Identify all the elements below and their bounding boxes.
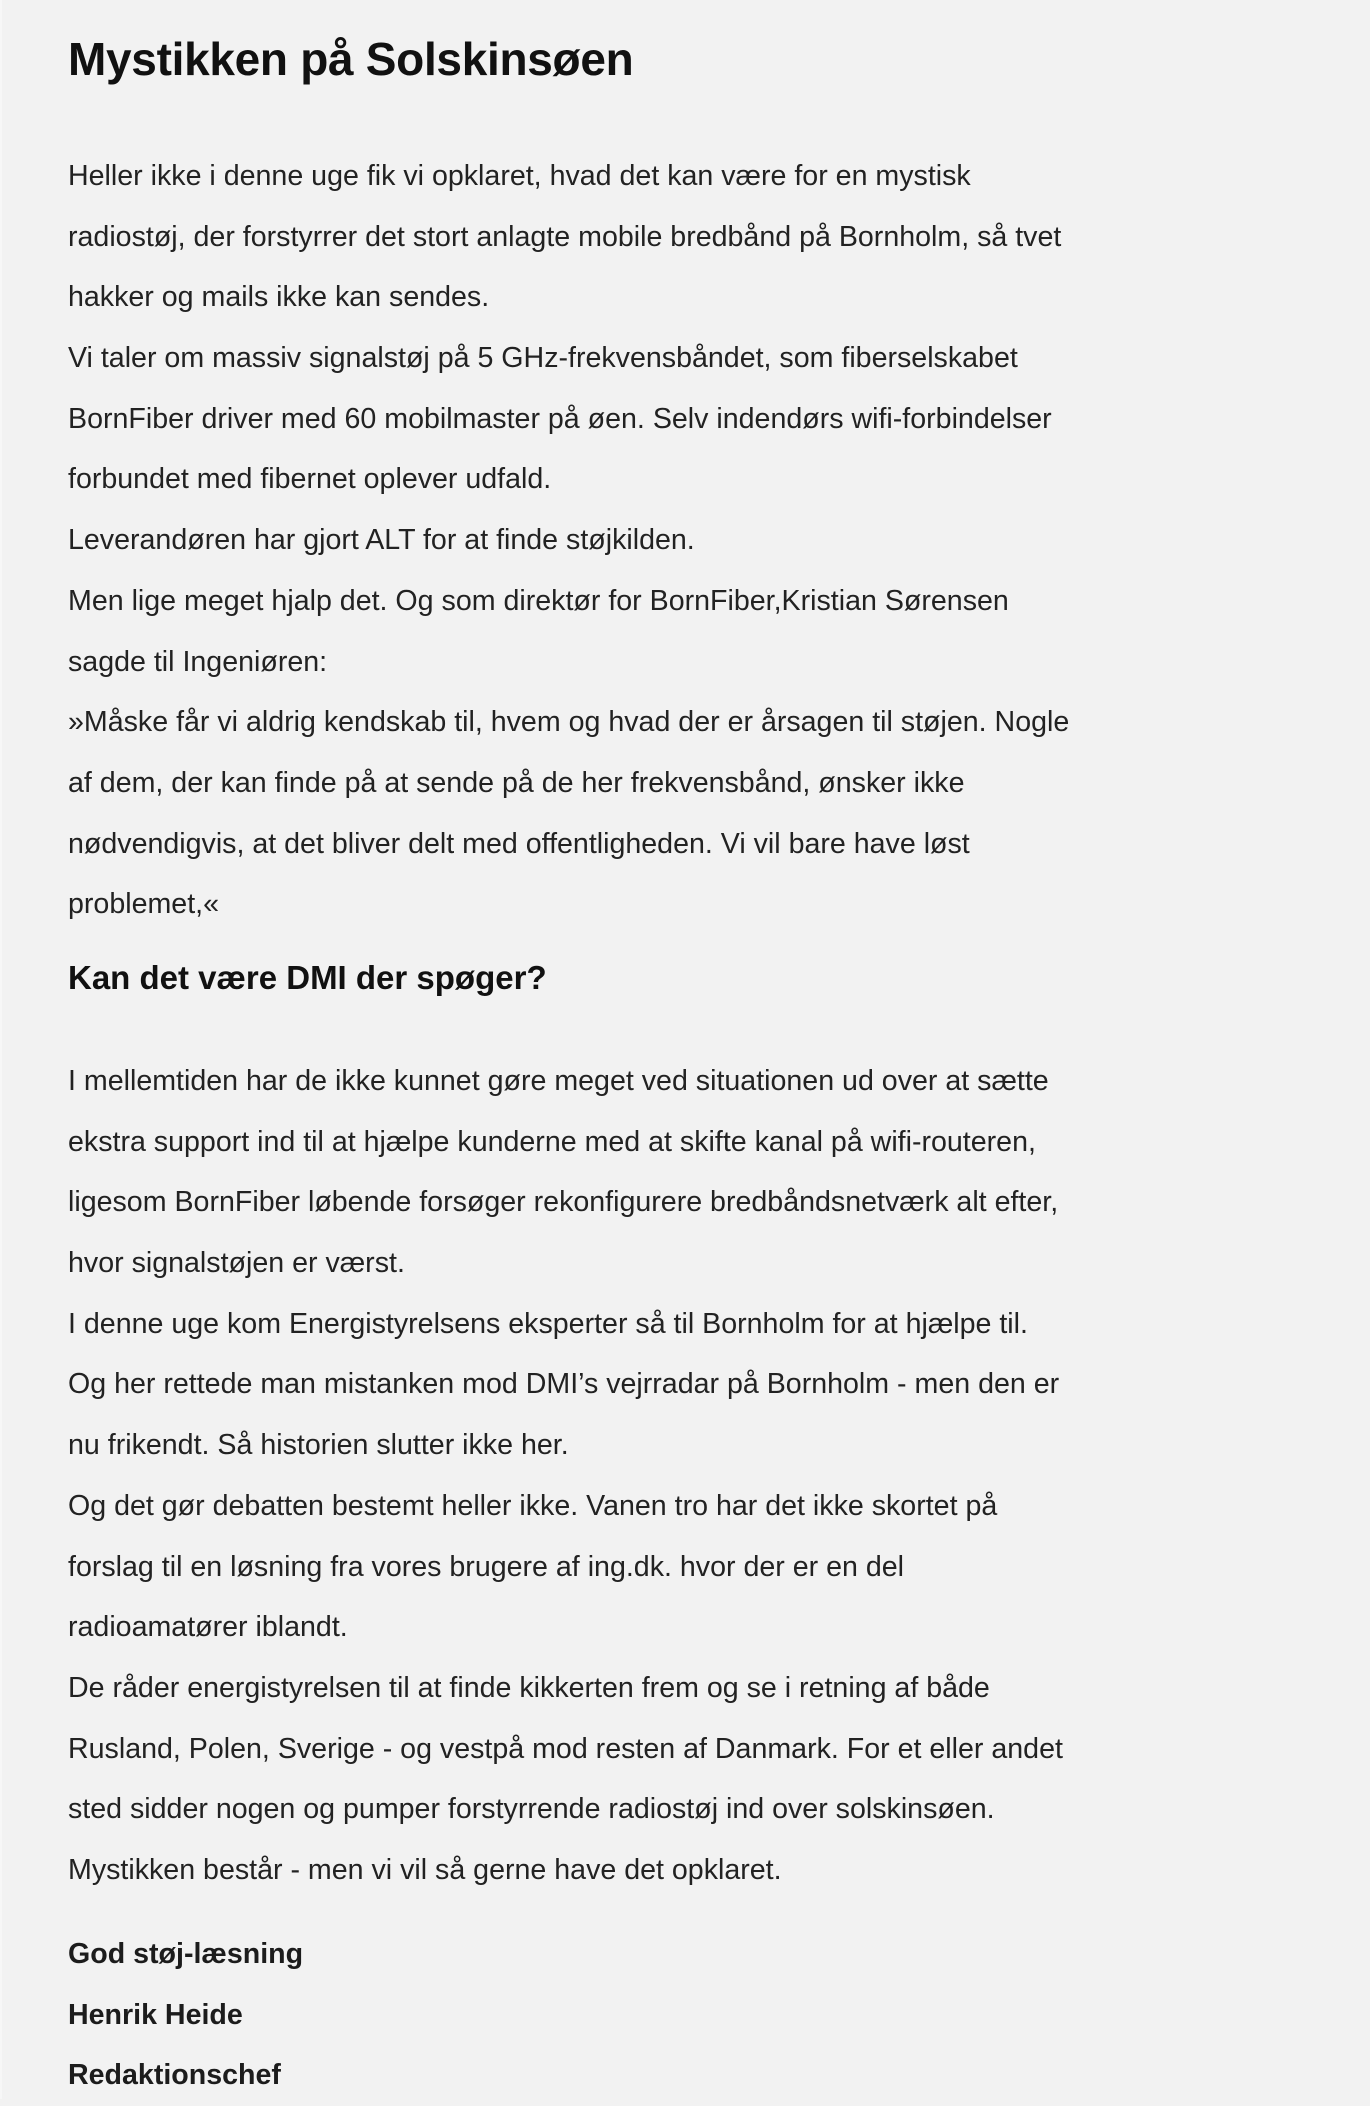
signature-role: Redaktionschef [68,2059,281,2092]
article-title: Mystikken på Solskinsøen [68,33,634,85]
paragraph-line: hakker og mails ikke kan sendes. [68,281,490,314]
paragraph-line: Og det gør debatten bestemt heller ikke. Vanen tro har det ikke skortet på [68,1489,998,1522]
paragraph-line: ligesom BornFiber løbende forsøger rekonfigurere bredbåndsnetværk alt efter, [68,1186,1059,1219]
paragraph-line: radiostøj, der forstyrrer det stort anlagte mobile bredbånd på Bornholm, så tvet [68,220,1062,253]
paragraph-line: ekstra support ind til at hjælpe kunderne med at skifte kanal på wifi-routeren, [68,1125,1036,1158]
paragraph-supplier [68,510,1308,571]
paragraph-line: Mystikken består - men vi vil så gerne have det opklaret. [68,1853,782,1886]
paragraph-line: I mellemtiden har de ikke kunnet gøre meget ved situationen ud over at sætte [68,1065,1049,1097]
paragraph-line: forbundet med fibernet oplever udfald. [68,463,552,496]
paragraph-line: Leverandøren har gjort ALT for at finde støjkilden. [68,524,695,557]
paragraph-line: forslag til en løsning fra vores brugere af ing.dk. hvor der er en del [68,1550,905,1583]
left-edge-strip [0,0,2,2099]
quote [68,692,1308,935]
quote-line: problemet,« [68,888,219,921]
paragraph-line: sted sidder nogen og pumper forstyrrende radiostøj ind over solskinsøen. [68,1793,995,1826]
signature [68,1924,1308,2106]
paragraph-line: Men lige meget hjalp det. Og som direktør for BornFiber,Kristian Sørensen [68,584,1009,617]
paragraph-director [68,571,1308,692]
section-intro [68,146,1308,935]
paragraph-line: nu frikendt. Så historien slutter ikke her. [68,1429,569,1462]
signature-greeting: God støj-læsning [68,1938,304,1970]
quote-line: af dem, der kan finde på at sende på de her frekvensbånd, ønsker ikke [68,766,965,799]
paragraph-line: hvor signalstøjen er værst. [68,1247,405,1280]
paragraph-intro [68,146,1308,328]
paragraph-signal-noise [68,328,1308,510]
paragraph-energy-agency [68,1294,1308,1476]
paragraph-line: Heller ikke i denne uge fik vi opklaret, hvad det kan være for en mystisk [68,160,971,192]
section-heading: Kan det være DMI der spøger? [68,959,547,996]
quote-line: nødvendigvis, at det bliver delt med offentligheden. Vi vil bare have løst [68,827,970,860]
paragraph-line: Vi taler om massiv signalstøj på 5 GHz-frekvensbåndet, som fiberselskabet [68,342,1018,375]
paragraph-line: I denne uge kom Energistyrelsens eksperter så til Bornholm for at hjælpe til. [68,1307,1028,1340]
paragraph-line: Rusland, Polen, Sverige - og vestpå mod resten af Danmark. For et eller andet [68,1732,1063,1765]
section-dmi [68,1051,1308,1901]
paragraph-advice [68,1658,1308,1901]
quote-line: »Måske får vi aldrig kendskab til, hvem og hvad der er årsagen til støjen. Nogle [68,706,1070,739]
paragraph-meantime [68,1051,1308,1294]
paragraph-line: radioamatører iblandt. [68,1611,348,1644]
paragraph-line: sagde til Ingeniøren: [68,645,328,678]
paragraph-line: Og her rettede man mistanken mod DMI’s vejrradar på Bornholm - men den er [68,1368,1060,1401]
paragraph-line: De råder energistyrelsen til at finde kikkerten frem og se i retning af både [68,1671,990,1704]
signature-name: Henrik Heide [68,1998,243,2031]
paragraph-debate [68,1476,1308,1658]
paragraph-line: BornFiber driver med 60 mobilmaster på øen. Selv indendørs wifi-forbindelser [68,402,1052,435]
